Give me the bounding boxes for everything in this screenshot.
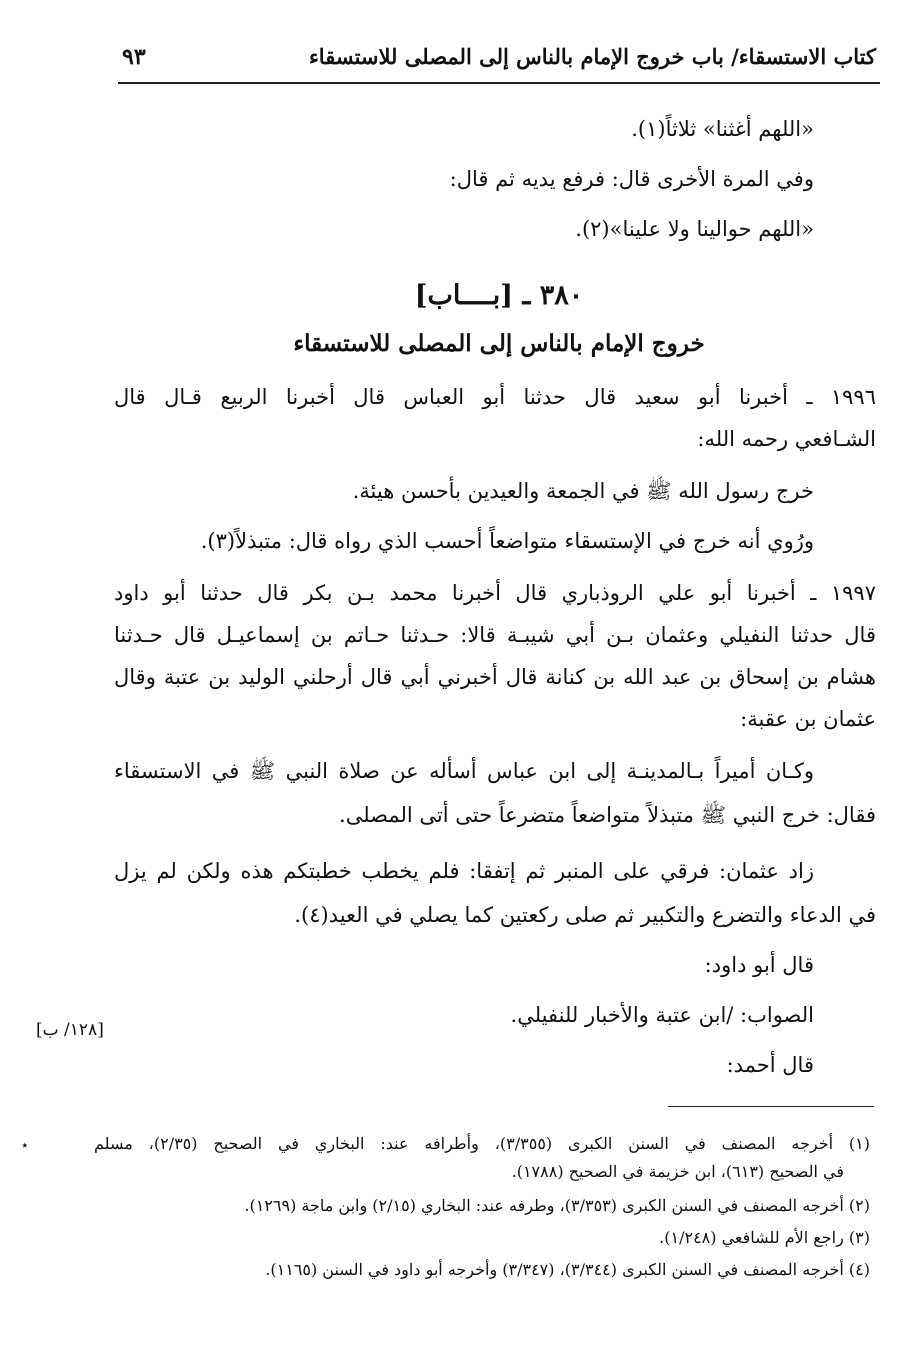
- hadith-1996-line: ١٩٩٦ ـ أخبرنا أبو سعيد قال حدثنا أبو العباس قال أخبرنا الربيع قـال قال: [114, 385, 876, 409]
- footnote-line: (٢) أخرجه المصنف في السنن الكبرى (٣/٣٥٣)، وطرفه عند: البخاري (٢/١٥) وابن ماجة (١٢٦٩).: [244, 1196, 870, 1215]
- chapter-title: خروج الإمام بالناس إلى المصلى للاستسقاء: [293, 330, 705, 357]
- hadith-1997-line: الصواب: /ابن عتبة والأخبار للنفيلي.: [510, 1003, 814, 1027]
- footnote-line: (٤) أخرجه المصنف في السنن الكبرى (٣/٣٤٤)، (٣/٣٤٧) وأخرجه أبو داود في السنن (١١٦٥).: [265, 1260, 870, 1279]
- hadith-1997-line: وكـان أميراً بـالمدينـة إلى ابن عباس أسأله عن صلاة النبي ﷺ في الاستسقاء: [114, 759, 814, 783]
- manuscript-folio-note: [١٢٨/ ب]: [36, 1020, 104, 1040]
- text-line: «اللهم حوالينا ولا علينا»(٢).: [575, 217, 814, 241]
- header-title: كتاب الاستسقاء/ باب خروج الإمام بالناس إلى المصلى للاستسقاء: [308, 44, 876, 69]
- text-line: «اللهم أغثنا» ثلاثاً(١).: [631, 117, 814, 141]
- footnote-line: في الصحيح (٦١٣)، ابن خزيمة في الصحيح (١٧٨٨).: [511, 1162, 844, 1181]
- footnote-separator: [668, 1106, 874, 1107]
- hadith-1997-line: قال أحمد:: [726, 1053, 814, 1077]
- footnote-bullet: ٭: [21, 1138, 28, 1152]
- hadith-1997-line: ١٩٩٧ ـ أخبرنا أبو علي الروذباري قال أخبرنا محمد بـن بكر قال حدثنا أبو داود: [114, 581, 876, 605]
- hadith-1997-line: هشام بن إسحاق بن عبد الله بن كنانة قال أخبرني أبي قال أرحلني الوليد بن عتبة وقال: [114, 665, 876, 689]
- hadith-1997-line: قال حدثنا النفيلي وعثمان بـن أبي شيبـة قالا: حـدثنا حـاتم بن إسماعيـل قال حـدثنا: [114, 623, 876, 647]
- text-line: وفي المرة الأخرى قال: فرفع يديه ثم قال:: [449, 167, 814, 191]
- hadith-1996-line: الشـافعي رحمه الله:: [697, 427, 876, 451]
- hadith-1997-line: فقال: خرج النبي ﷺ متبذلاً متواضعاً متضرعاً حتى أتى المصلى.: [339, 803, 876, 827]
- running-header: [118, 42, 880, 84]
- footnote-line: (١) أخرجه المصنف في السنن الكبرى (٣/٣٥٥)، وأطرافه عند: البخاري في الصحيح (٢/٣٥)، مسلم: [94, 1134, 871, 1153]
- page-number: ٩٣: [122, 44, 146, 70]
- hadith-1997-line: زاد عثمان: فرقي على المنبر ثم إتفقا: فلم يخطب خطبتكم هذه ولكن لم يزل: [114, 859, 814, 883]
- hadith-1996-line: ورُوي أنه خرج في الإستسقاء متواضعاً أحسب الذي رواه قال: متبذلاً(٣).: [200, 529, 814, 553]
- hadith-1996-line: خرج رسول الله ﷺ في الجمعة والعيدين بأحسن هيئة.: [352, 479, 814, 503]
- hadith-1997-line: قال أبو داود:: [704, 953, 814, 977]
- footnote-line: (٣) راجع الأم للشافعي (١/٢٤٨).: [659, 1228, 870, 1247]
- chapter-heading: ٣٨٠ ـ [بــــاب]: [414, 280, 584, 311]
- hadith-1997-line: عثمان بن عقبة:: [740, 707, 876, 731]
- hadith-1997-line: في الدعاء والتضرع والتكبير ثم صلى ركعتين كما يصلي في العيد(٤).: [294, 903, 876, 927]
